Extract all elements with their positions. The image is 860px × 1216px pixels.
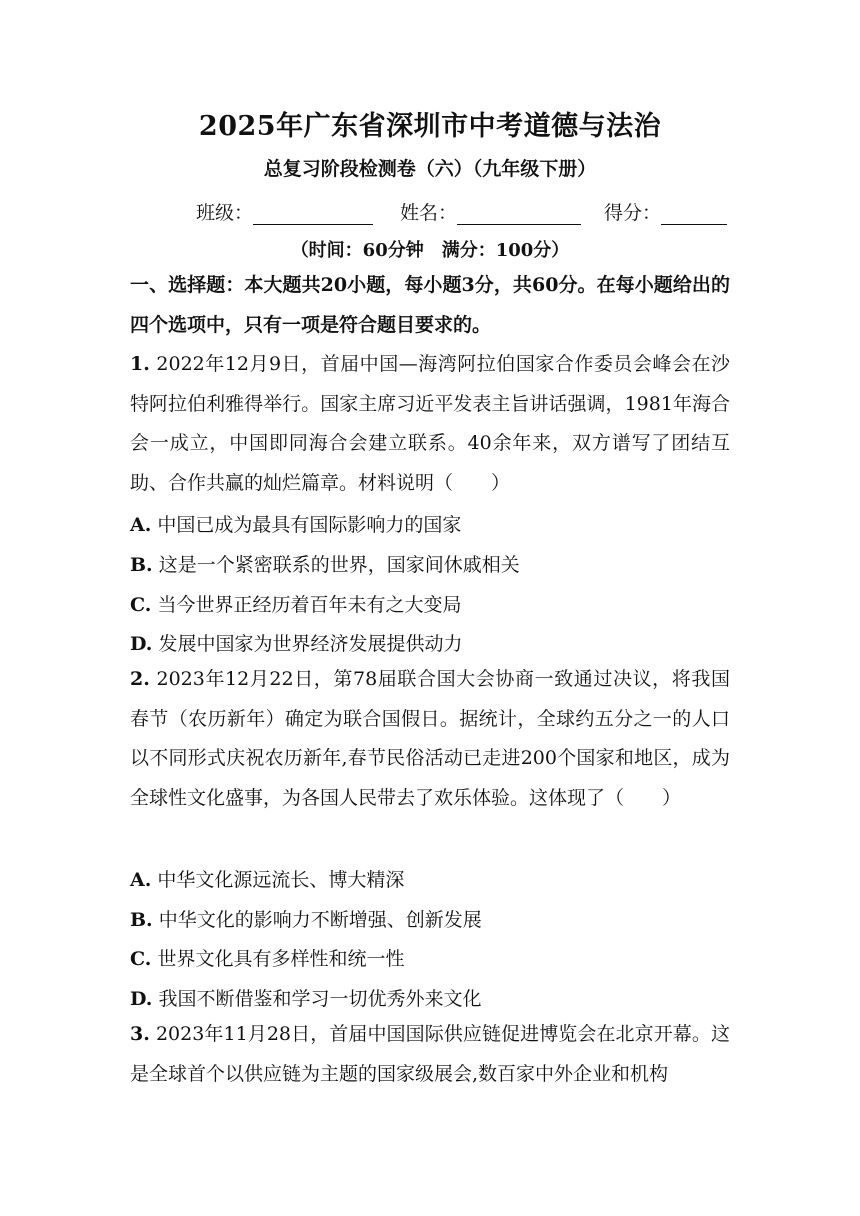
class-blank[interactable] [253, 204, 373, 225]
option-text: 这是一个紧密联系的世界，国家间休戚相关 [158, 554, 520, 576]
option-1b[interactable] [130, 550, 520, 577]
exam-subtitle: 总复习阶段检测卷（六）（九年级下册） [263, 158, 597, 180]
option-letter: C. [130, 948, 152, 970]
section-heading [130, 266, 730, 345]
score-label: 得分： [604, 202, 662, 224]
section-title: 一、选择题： [130, 274, 245, 296]
option-text: 世界文化具有多样性和统一性 [157, 948, 405, 970]
option-text: 中华文化源远流长、博大精深 [157, 869, 405, 891]
section-description: 本大题共20小题，每小题3分，共60分。在每小题给出的四个选项中，只有一项是符合题目要求的。 [130, 274, 730, 336]
name-blank[interactable] [457, 204, 581, 225]
option-1a[interactable] [130, 510, 461, 537]
option-letter: B. [130, 554, 153, 576]
option-2d[interactable] [130, 984, 481, 1011]
option-text: 发展中国家为世界经济发展提供动力 [158, 633, 463, 655]
score-field[interactable] [604, 198, 727, 225]
option-letter: D. [130, 988, 153, 1010]
option-letter: C. [130, 594, 152, 616]
time-score-info: （时间：60分钟 满分：100分） [290, 240, 570, 261]
question-2 [130, 660, 730, 818]
score-blank[interactable] [661, 204, 727, 225]
option-text: 当今世界正经历着百年未有之大变局 [157, 594, 462, 616]
option-1d[interactable] [130, 629, 462, 656]
option-2b[interactable] [130, 905, 482, 932]
question-number: 1. [130, 353, 150, 375]
option-letter: A. [130, 869, 152, 891]
question-1 [130, 345, 730, 503]
option-1c[interactable] [130, 590, 461, 617]
option-text: 我国不断借鉴和学习一切优秀外来文化 [158, 988, 482, 1010]
class-label: 班级： [196, 202, 254, 224]
option-letter: A. [130, 514, 152, 536]
class-field[interactable] [196, 198, 373, 225]
question-text: 2023年12月22日，第78届联合国大会协商一致通过决议，将我国春节（农历新年）确定为联合国假日。据统计，全球约五分之一的人口以不同形式庆祝农历新年,春节民俗活动已走进200个国家和地区，成为全球性文化盛事，为各国人民带去了欢乐体验。这体现了（ ） [130, 668, 730, 809]
name-label: 姓名： [400, 202, 458, 224]
option-text: 中华文化的影响力不断增强、创新发展 [158, 909, 482, 931]
question-text: 2022年12月9日，首届中国—海湾阿拉伯国家合作委员会峰会在沙特阿拉伯利雅得举行。国家主席习近平发表主旨讲话强调，1981年海合会一成立，中国即同海合会建立联系。40余年来，双方谱写了团结互助、合作共赢的灿烂篇章。材料说明（ ） [130, 353, 730, 494]
question-number: 3. [130, 1023, 150, 1045]
option-2c[interactable] [130, 944, 404, 971]
question-3 [130, 1015, 730, 1094]
option-letter: D. [130, 633, 153, 655]
question-text: 2023年11月28日，首届中国国际供应链促进博览会在北京开幕。这是全球首个以供应链为主题的国家级展会,数百家中外企业和机构 [130, 1023, 730, 1085]
option-text: 中国已成为最具有国际影响力的国家 [157, 514, 462, 536]
name-field[interactable] [400, 198, 581, 225]
exam-title: 2025年广东省深圳市中考道德与法治 [198, 111, 662, 142]
option-letter: B. [130, 909, 153, 931]
question-number: 2. [130, 668, 150, 690]
option-2a[interactable] [130, 865, 404, 892]
